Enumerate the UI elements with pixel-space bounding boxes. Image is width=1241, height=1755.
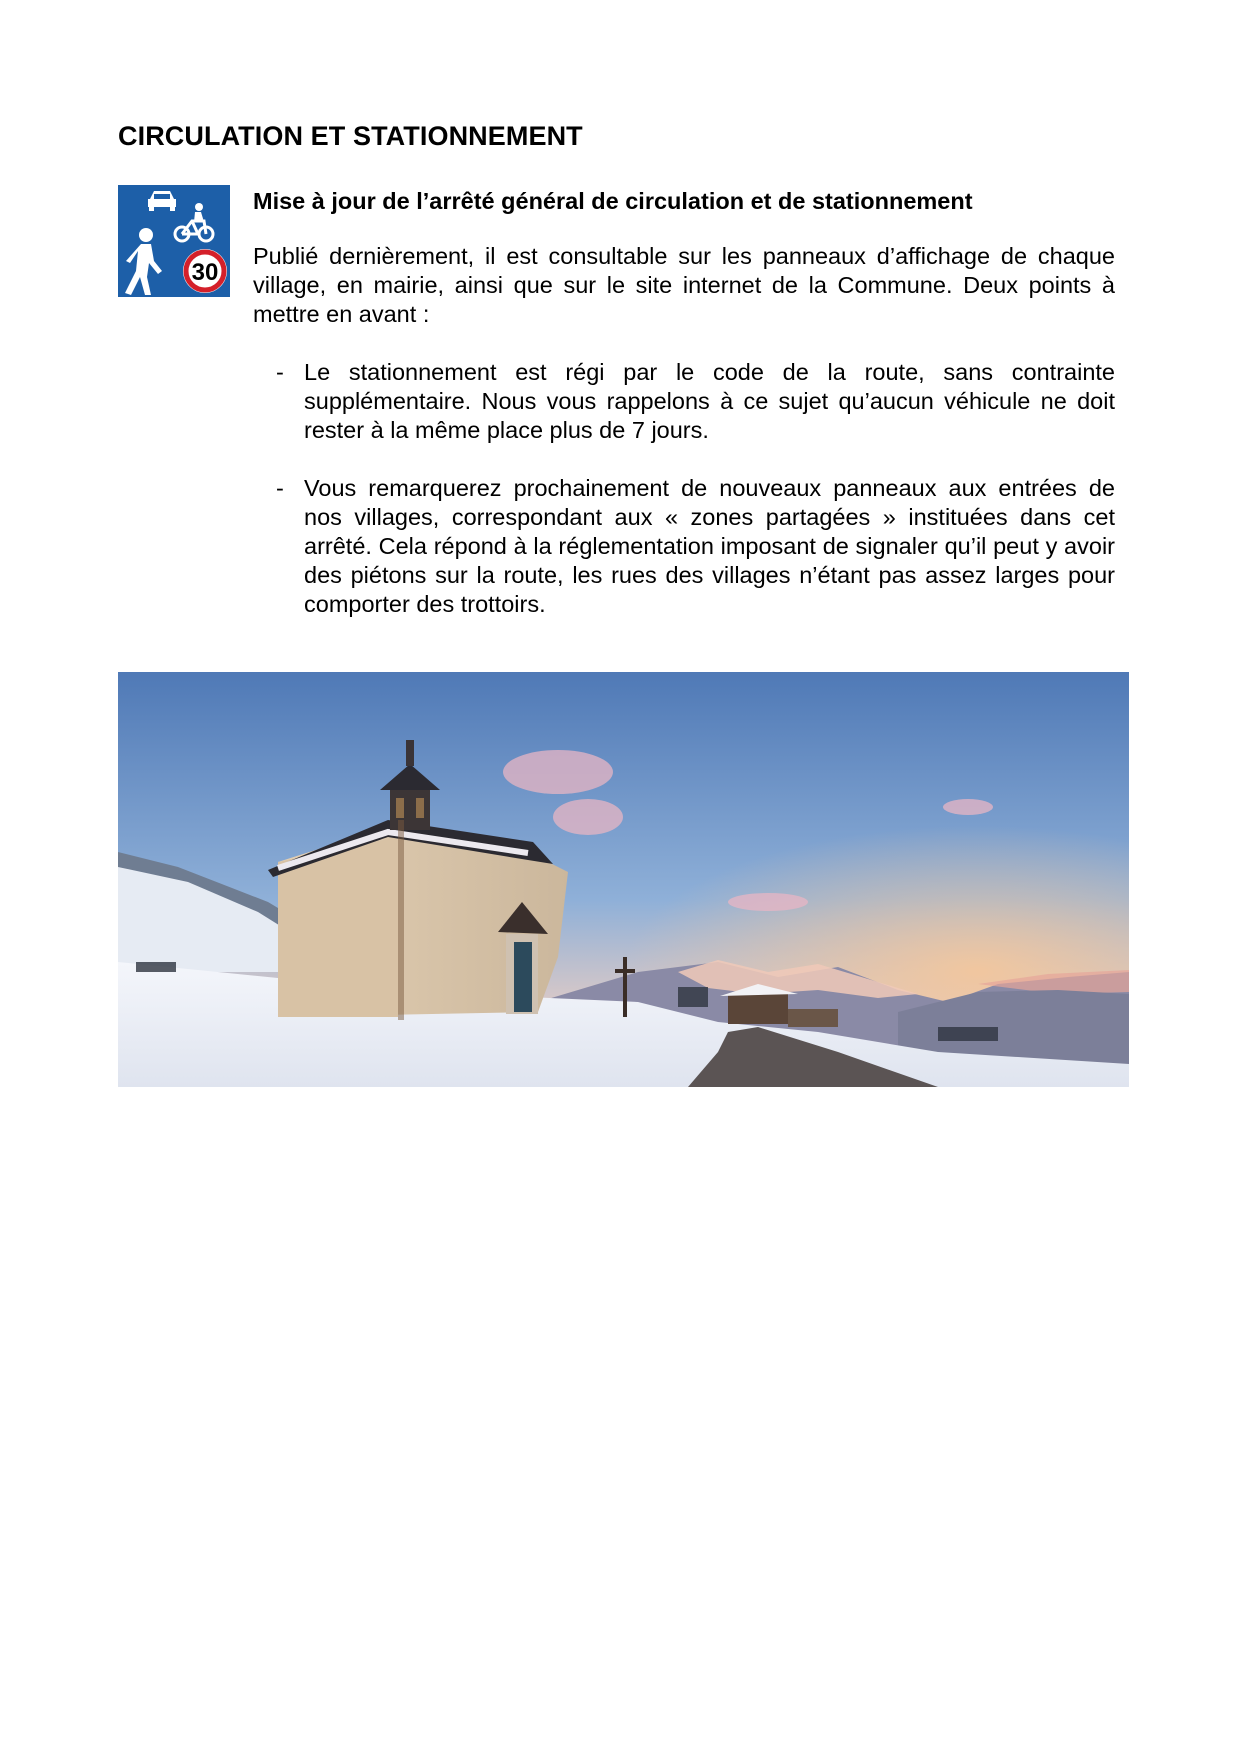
list-item — [276, 474, 1115, 619]
bullet-dash: - — [276, 359, 284, 385]
cross — [623, 957, 627, 1017]
list-item — [276, 358, 1115, 445]
article-heading: Mise à jour de l’arrêté général de circulation et de stationnement — [253, 188, 973, 214]
page-title: CIRCULATION ET STATIONNEMENT — [118, 121, 583, 151]
shared-zone-sign-icon — [118, 185, 230, 297]
speed-limit-30-icon — [183, 249, 227, 293]
bullet-text: Le stationnement est régi par le code de la route, sans contrainte supplémentaire. Nous vous rappelons à ce sujet qu’aucun véhicule ne doit rester à la même place plus de 7 jours. — [304, 359, 1115, 443]
chapel-photo — [118, 672, 1129, 1087]
bullet-text: Vous remarquerez prochainement de nouveaux panneaux aux entrées de nos villages, correspondant aux « zones partagées » instituées dans cet arrêté. Cela répond à la réglementation imposant de signaler qu’il peut y avoir des piétons sur la route, les rues des villages n’étant pas assez larges pour comporter des trottoirs. — [304, 475, 1115, 617]
bullet-list — [276, 358, 1115, 648]
article-intro: Publié dernièrement, il est consultable sur les panneaux d’affichage de chaque village, en mairie, ainsi que sur le site internet de la Commune. Deux points à mettre en avant : — [253, 243, 1115, 327]
speed-limit-label: 30 — [191, 259, 219, 286]
bullet-dash: - — [276, 475, 284, 501]
